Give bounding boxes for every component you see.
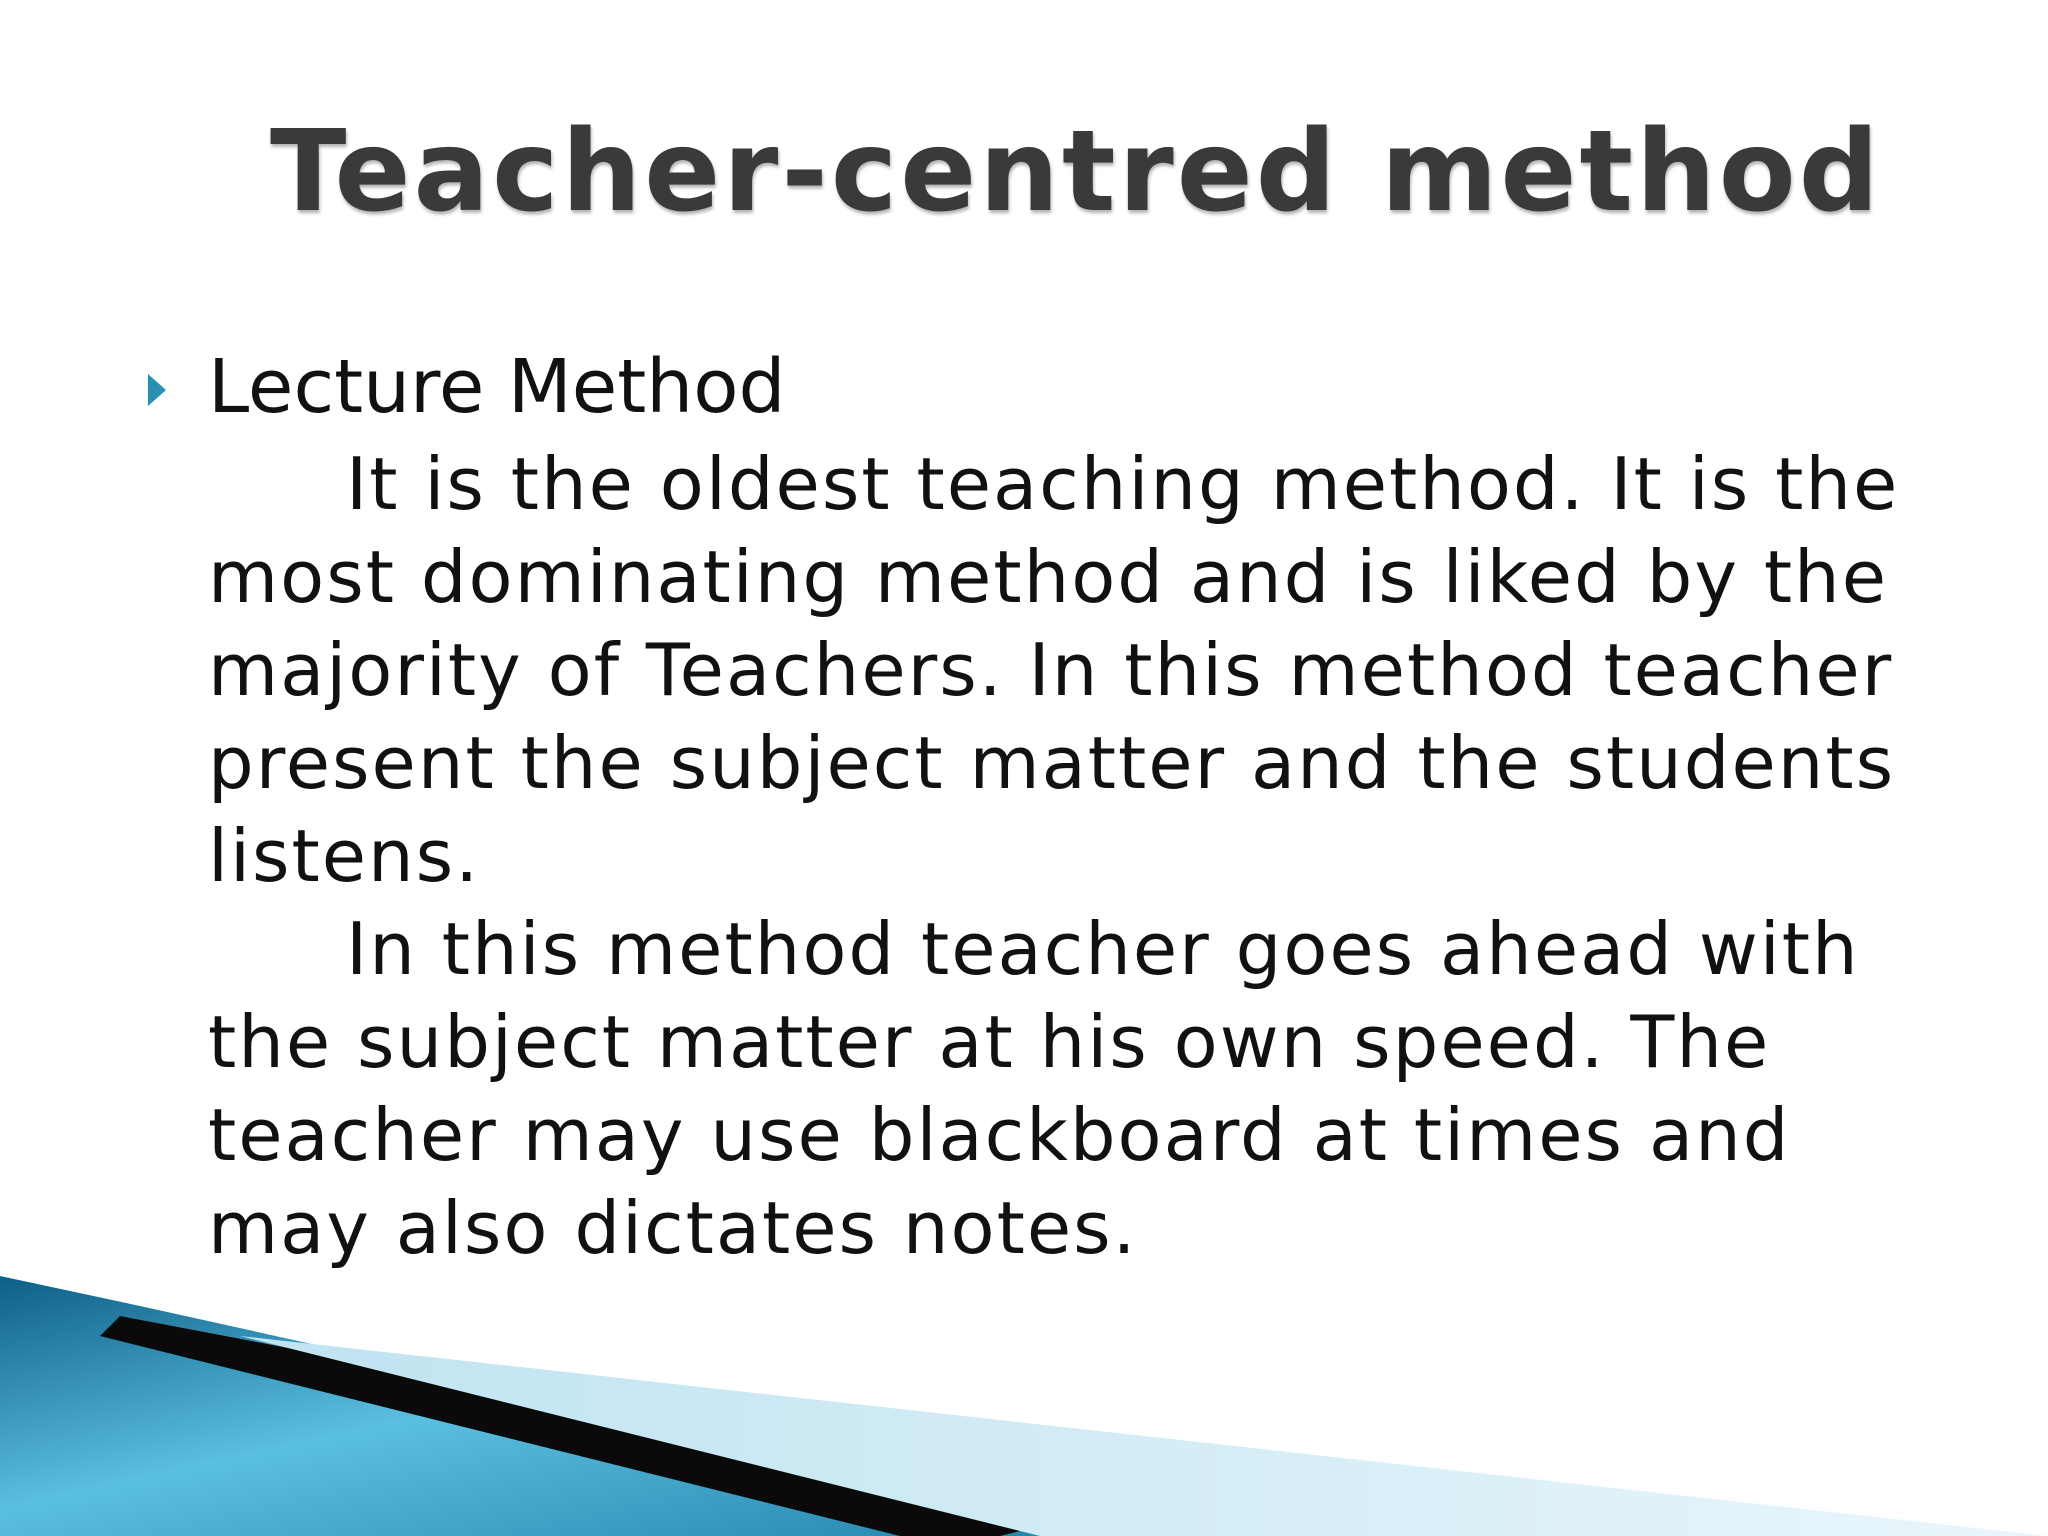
slide-title: Teacher-centred method [270, 107, 1882, 237]
bullet-label: Lecture Method [208, 344, 786, 430]
decorative-wave-graphic [0, 1276, 2048, 1536]
triangle-bullet-icon [148, 374, 166, 406]
slide-body [148, 340, 1948, 1275]
paragraph-2: In this method teacher goes ahead with the subject matter at his own speed. The teacher may use blackboard at times and may also dictates notes. [208, 907, 1860, 1270]
paragraph-1: It is the oldest teaching method. It is the most dominating method and is liked by the majority of Teachers. In this method teacher present the subject matter and the students listens. [208, 442, 1900, 898]
bullet-item [148, 340, 1948, 434]
